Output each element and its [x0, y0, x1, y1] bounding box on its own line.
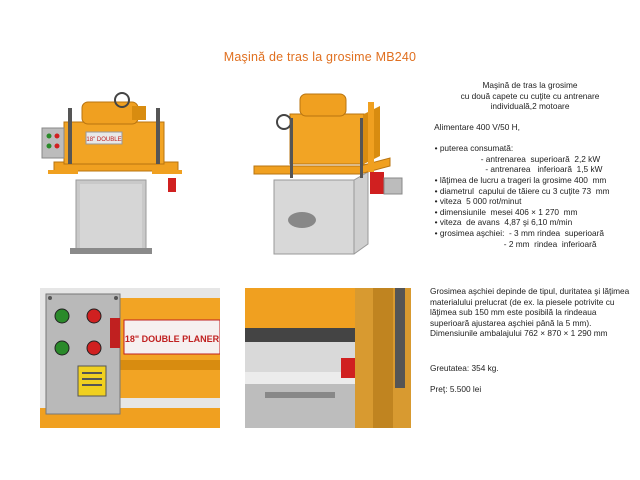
intro-line: individuală,2 motoare — [490, 101, 570, 112]
spec-line: • grosimea aşchiei: - 3 mm rindea superioară — [430, 227, 604, 238]
description-paragraph: Grosimea aşchiei depinde de tipul, duritatea şi lăţimea materialului prelucrat (de ex. la piesele potrivite cu lăţimea sub 150 mm este posibilă la rindeaua superioară ajustarea aşchiei până la 5 mm). — [430, 286, 630, 328]
spec-line: - 2 mm rindea inferioară — [430, 238, 597, 249]
machine-front-photo — [40, 88, 190, 258]
spec-line: • diametrul capului de tăiere cu 3 cuţite 73 mm — [430, 185, 610, 196]
machine-side-photo — [250, 88, 410, 258]
intro-line: cu două capete cu cuţite cu antrenare — [460, 90, 600, 101]
mechanism-photo — [245, 288, 411, 428]
panel-label: 18" DOUBLE PLANER — [124, 334, 220, 344]
page-title: Maşină de tras la grosime MB240 — [223, 50, 417, 64]
control-panel-photo — [40, 288, 220, 428]
spec-line: • lăţimea de lucru a trageri la grosime 400 mm — [430, 174, 607, 185]
weight-text: Greutatea: 354 kg. — [430, 363, 499, 373]
spec-line — [430, 133, 640, 144]
intro-line: Maşină de tras la grosime — [482, 80, 578, 90]
spec-line: • puterea consumată: — [430, 143, 514, 154]
spec-line: • viteza de avans 4,87 şi 6,10 m/min — [430, 217, 573, 228]
description-text — [430, 286, 630, 339]
spec-line: • dimensiunile mesei 406 × 1 270 mm — [430, 206, 578, 217]
price-text: Preţ: 5.500 lei — [430, 384, 482, 394]
spec-line: - antrenarea inferioară 1,5 kW — [430, 164, 603, 175]
spec-line: Alimentare 400 V/50 H, — [430, 122, 520, 132]
spec-line: • viteza 5 000 rot/minut — [430, 196, 522, 207]
package-dimensions: Dimensiunile ambalajului 762 × 870 × 1 290 mm — [430, 328, 608, 339]
intro-text — [430, 80, 630, 112]
badge-label: 18" DOUBLE — [86, 137, 122, 143]
spec-list — [430, 122, 640, 249]
spec-line: - antrenarea superioară 2,2 kW — [430, 153, 601, 164]
